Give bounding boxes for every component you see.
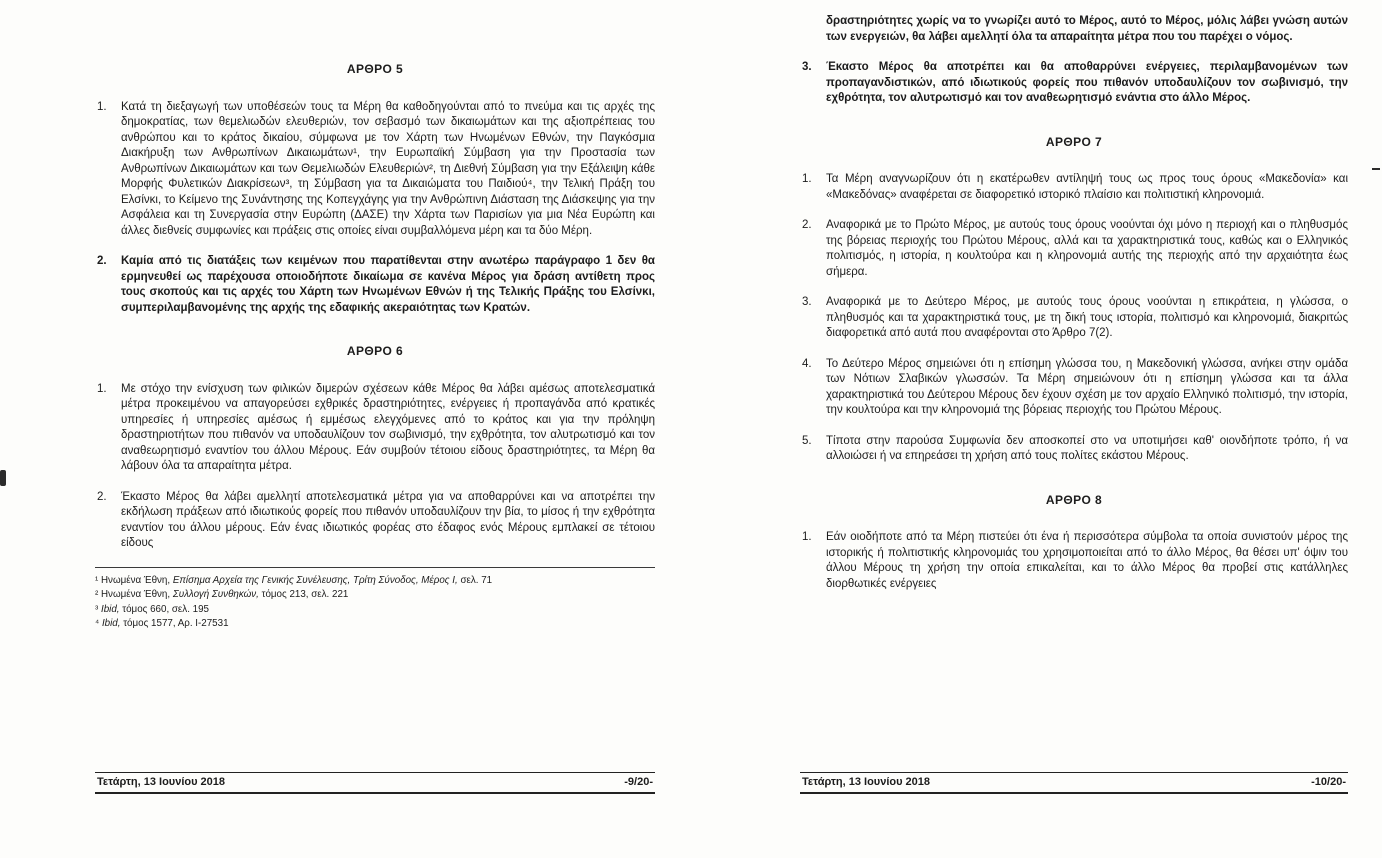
numbered-paragraph (800, 357, 1348, 419)
continuation-paragraph: δραστηριότητες χωρίς να το γνωρίζει αυτό το Μέρος, αυτό το Μέρος, μόλις λάβει γνώση αυτών των ενεργειών, θα λάβει αμελλητί όλα τα απαραίτητα μέτρα που του παρέχει ο νόμος. (826, 15, 1348, 43)
footer-page-number: -10/20- (1311, 776, 1346, 788)
footnote: ¹ Ηνωμένα Έθνη, Επίσημα Αρχεία της Γενικής Συνέλευσης, Τρίτη Σύνοδος, Μέρος Ι, σελ. 71 (95, 574, 493, 586)
paragraph-text: Το Δεύτερο Μέρος σημειώνει ότι η επίσημη γλώσσα του, η Μακεδονική γλώσσα, ανήκει στην ομάδα των Νότιων Σλαβικών γλωσσών. Τα Μέρη σημειώνουν ότι η επίσημη γλώσσα και τα άλλα χαρακτηριστικά του Δεύτερου Μέρους δεν έχουν σχέση με τον αρχαίο Ελληνικό πολιτισμό, την ιστορία, την κουλτούρα και την κληρονομιά της βόρειας περιοχής του Πρώτου Μέρους. (826, 357, 1348, 416)
numbered-paragraph (800, 172, 1348, 203)
numbered-paragraph (95, 100, 655, 240)
footer-date: Τετάρτη, 13 Ιουνίου 2018 (802, 776, 931, 788)
scan-artifact (1372, 168, 1380, 170)
paragraph-text: Τα Μέρη αναγνωρίζουν ότι η εκατέρωθεν αντίληψή τους ως προς τους όρους «Μακεδονία» και «Μακεδόνας» αναφέρεται σε διαφορετικό ιστορικό πλαίσιο και πολιτιστική κληρονομιά. (826, 173, 1348, 201)
paragraph-text: Αναφορικά με το Πρώτο Μέρος, με αυτούς τους όρους νοούνται όχι μόνο η περιοχή και ο πληθυσμός της βόρειας περιοχής του Πρώτου Μέρους, αλλά και τα χαρακτηριστικά τους, καθώς και ο Ελληνικός πολιτισμός, η ιστορία, η κουλτούρα και η κληρονομιά αυτής της περιοχής από την αρχαιότητα έως σήμερα. (826, 219, 1348, 278)
paragraph-number: 3. (802, 296, 812, 308)
paragraph-number: 3. (802, 61, 812, 73)
paragraph-text: Κατά τη διεξαγωγή των υποθέσεών τους τα Μέρη θα καθοδηγούνται από το πνεύμα και τις αρχές της δημοκρατίας, των θεμελιωδών ελευθεριών, τον σεβασμό των δικαιωμάτων και της αξιοπρέπειας του ανθρώπου και το κράτος δικαίου, σύμφωνα με τον Χάρτη των Ηνωμένων Εθνών, την Παγκόσμια Διακήρυξη των Ανθρωπίνων Δικαιωμάτων¹, την Ευρωπαϊκή Σύμβαση για την Προστασία των Ανθρωπίνων Δικαιωμάτων και των Θεμελιωδών Ελευθεριών², τη Διεθνή Σύμβαση για την Εξάλειψη κάθε Μορφής Φυλετικών Διακρίσεων³, τη Σύμβαση για τα Δικαιώματα του Παιδιού⁴, την Τελική Πράξη του Ελσίνκι, το Κείμενο της Συνάντησης της Κοπεγχάγης για την Ανθρώπινη Διάσταση της Διάσκεψης για την Ασφάλεια και τη Συνεργασία στην Ευρώπη (ΔΑΣΕ) την Χάρτα των Παρισίων για μια Νέα Ευρώπη και άλλες διεθνείς συμφωνίες και πράξεις στις οποίες είναι συμβαλλόμενα μέρη και τα δύο Μέρη. (121, 100, 655, 237)
paragraph-text: Εάν οιοδήποτε από τα Μέρη πιστεύει ότι ένα ή περισσότερα σύμβολα τα οποία συνιστούν μέρος της ιστορικής ή πολιτιστικής κληρονομιάς του χρησιμοποιείται από το άλλο Μέρος, θα θέσει υπ' όψιν του άλλου Μέρους τη χρήση την οποία επικαλείται, και το άλλο Μέρος θα προβεί στις κατάλληλες διορθωτικές ενέργειες (826, 531, 1348, 590)
numbered-paragraph (800, 295, 1348, 342)
article-heading: ΑΡΘΡΟ 5 (346, 62, 404, 76)
paragraph-number: 1. (802, 531, 812, 543)
paragraph-text: Έκαστο Μέρος θα αποτρέπει και θα αποθαρρύνει ενέργειες, περιλαμβανομένων των προπαγανδιστικών, από ιδιωτικούς φορείς που πιθανόν υποδαυλίζουν τον σωβινισμό, την εχθρότητα, τον αλυτρωτισμό και τον αναθεωρητισμό ενάντια στο άλλο Μέρος. (826, 61, 1348, 104)
paragraph-text: Έκαστο Μέρος θα λάβει αμελλητί αποτελεσματικά μέτρα για να αποθαρρύνει και να αποτρέπει την εκδήλωση πράξεων από ιδιωτικούς φορείς που πιθανόν υποδαυλίζουν την βία, το μίσος ή την εχθρότητα εναντίον του άλλου μέρους. Εάν ένας ιδιωτικός φορέας στο έδαφος ενός Μέρους εμπλακεί σε τέτοιου είδους (121, 490, 655, 549)
page-content (800, 0, 1348, 592)
numbered-paragraph (95, 382, 655, 475)
footnote: ³ Ibid, τόμος 660, σελ. 195 (95, 603, 209, 615)
document-page-right (800, 0, 1348, 858)
paragraph-number: 5. (802, 434, 812, 447)
footer-page-number: -9/20- (624, 776, 653, 788)
numbered-paragraph (800, 434, 1348, 465)
article-heading: ΑΡΘΡΟ 7 (1045, 134, 1103, 149)
scan-artifact (0, 470, 6, 486)
paragraph-number: 4. (802, 357, 812, 370)
paragraph-number: 2. (97, 255, 107, 267)
paragraph-number: 2. (97, 490, 107, 503)
article-heading: ΑΡΘΡΟ 8 (1045, 492, 1103, 507)
numbered-paragraph (800, 60, 1348, 107)
article-heading: ΑΡΘΡΟ 6 (346, 344, 404, 358)
document-page-left (95, 0, 655, 858)
footnote: ² Ηνωμένα Έθνη, Συλλογή Συνθηκών, τόμος 213, σελ. 221 (95, 589, 349, 600)
paragraph-text: Καμία από τις διατάξεις των κειμένων που παρατίθενται στην ανωτέρω παράγραφο 1 δεν θα ερμηνευθεί ως παρέχουσα οποιοδήποτε δικαίωμα σε κανένα Μέρος για δράση αντίθετη προς τους σκοπούς και τις αρχές του Χάρτη των Ηνωμένων Εθνών ή της Τελικής Πράξης του Ελσίνκι, συμπεριλαμβανομένης της αρχής της εδαφικής ακεραιότητας των Κρατών. (121, 255, 655, 314)
footnote: ⁴ Ibid, τόμος 1577, Αρ. Ι-27531 (95, 618, 229, 629)
footnotes-section (95, 567, 655, 632)
page-footer (95, 772, 655, 794)
numbered-paragraph (800, 530, 1348, 592)
paragraph-number: 1. (97, 382, 107, 395)
numbered-paragraph (95, 254, 655, 316)
numbered-paragraph (95, 490, 655, 552)
paragraph-number: 1. (802, 173, 812, 185)
paragraph-number: 2. (802, 219, 812, 231)
numbered-paragraph (800, 218, 1348, 280)
page-footer (800, 772, 1348, 794)
page-content (95, 0, 655, 632)
paragraph-text: Με στόχο την ενίσχυση των φιλικών διμερών σχέσεων κάθε Μέρος θα λάβει αμέσως αποτελεσματικά μέτρα προκειμένου να απαγορεύσει εχθρικές δραστηριότητες, ενέργειες ή προπαγάνδα από κρατικές υπηρεσίες ή υπηρεσίες αμέσως ή εμμέσως ελεγχόμενες από το κράτος και για την πρόληψη δραστηριοτήτων που πιθανόν να υποδαυλίζουν τον σωβινισμό, την εχθρότητα, τον αλυτρωτισμό και τον αναθεωρητισμό εναντίον του άλλου Μέρους. Εάν συμβούν τέτοιου είδους δραστηριότητες, τα Μέρη θα λάβουν όλα τα απαραίτητα μέτρα. (121, 382, 655, 472)
paragraph-text: Τίποτα στην παρούσα Συμφωνία δεν αποσκοπεί στο να υποτιμήσει καθ' οιονδήποτε τρόπο, ή να αλλοιώσει ή να επηρεάσει τη χρήση από τους πολίτες εκάστου Μέρους. (826, 434, 1348, 462)
footer-date: Τετάρτη, 13 Ιουνίου 2018 (97, 776, 226, 788)
paragraph-number: 1. (97, 100, 107, 113)
paragraph-text: Αναφορικά με το Δεύτερο Μέρος, με αυτούς τους όρους νοούνται η επικράτεια, η γλώσσα, ο πληθυσμός και τα χαρακτηριστικά τους, με τη δική τους ιστορία, πολιτισμό και κληρονομιά, διακριτώς διαφορετικά από αυτά που αναφέρονται στο Άρθρο 7(2). (826, 296, 1348, 339)
